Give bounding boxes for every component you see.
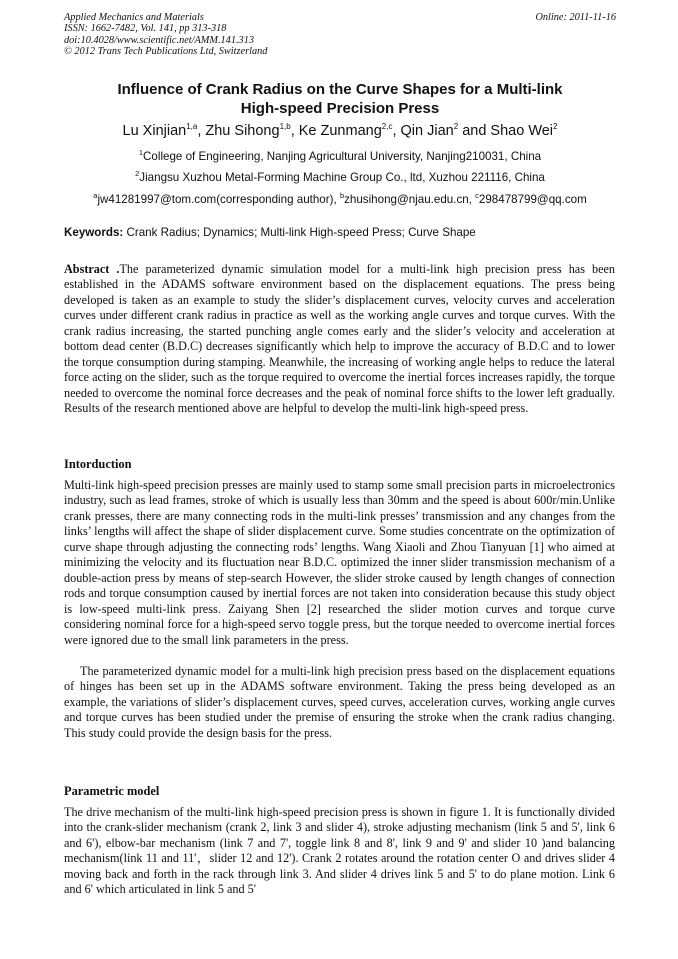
journal-name: Applied Mechanics and Materials	[64, 12, 204, 23]
email-b[interactable]: zhusihong@njau.edu.cn,	[344, 193, 472, 206]
keywords-label: Keywords:	[64, 226, 124, 239]
author-separator: ,	[290, 123, 299, 139]
author-name: Qin Jian	[400, 123, 454, 139]
doi-line[interactable]: doi:10.4028/www.scientific.net/AMM.141.313	[64, 34, 254, 46]
email-mark: c	[475, 191, 479, 200]
keywords-text: Crank Radius; Dynamics; Multi-link High-speed Press; Curve Shape	[123, 226, 476, 239]
parametric-paragraph-1: The drive mechanism of the multi-link high-speed precision press is shown in figure 1. It is functionally divided into the crank-slider mechanism (crank 2, link 3 and slider 4), stroke adjusting mechanism (link 5 and 5', link 6 and 6'), elbow-bar mechanism (link 7 and 7', toggle link 8 and 8', link 9 and 9' and slider 10 )and balancing mechanism(link 11 and 11'，slider 12 and 12'). Crank 2 rotates around the rotation center O and drives slider 4 moving back and forth in the rack through link 3. And slider 4 drives link 5 and 5' to do plane motion. Link 6 and 6' which articulated in link 5 and 5'	[64, 805, 615, 897]
abstract-paragraph	[64, 262, 615, 417]
email-mark: a	[93, 191, 98, 200]
author-separator: and	[458, 123, 491, 139]
title-line-2: High-speed Precision Press	[240, 100, 440, 117]
author-name: Lu Xinjian	[122, 123, 187, 139]
author-name: Ke Zunmang	[298, 123, 382, 139]
affiliation-mark: 2	[135, 169, 140, 178]
affiliation-text: College of Engineering, Nanjing Agricultural University, Nanjing210031, China	[143, 150, 542, 163]
email-mark: b	[339, 191, 345, 200]
title-line-1: Influence of Crank Radius on the Curve Shapes for a Multi-link	[117, 81, 563, 98]
email-line	[40, 193, 640, 207]
section-heading-parametric-model: Parametric model	[64, 784, 160, 798]
paper-title	[64, 80, 616, 118]
author-name: Zhu Sihong	[205, 123, 280, 139]
online-date: Online: 2011-11-16	[535, 12, 616, 23]
introduction-paragraph-2: The parameterized dynamic model for a multi-link high precision press based on the displacement equations of hinges has been set up in the ADAMS software environment. Taking the press being developed as an example, the variations of slider’s displacement curves, speed curves, acceleration curves, working angle curves and torque curves has been studied under the premise of ensuring the stroke when the crank radius changing. This study could provide the design basis for the press.	[64, 664, 615, 740]
author-affiliation-mark: 1,b	[279, 122, 291, 131]
author-affiliation-mark: 2,c	[381, 122, 393, 131]
author-list	[64, 122, 616, 140]
email-c[interactable]: 298478799@qq.com	[478, 193, 587, 206]
affiliation-mark: 1	[138, 148, 144, 157]
author-affiliation-mark: 2	[453, 122, 459, 131]
affiliation-2	[40, 171, 640, 185]
author-affiliation-mark: 2	[553, 122, 558, 131]
copyright-line: © 2012 Trans Tech Publications Ltd, Switzerland	[64, 46, 268, 58]
author-affiliation-mark: 1,a	[186, 122, 198, 131]
keywords	[64, 226, 624, 240]
affiliation-1	[40, 150, 640, 164]
abstract-label: Abstract .	[64, 262, 120, 276]
issn-line: ISSN: 1662-7482, Vol. 141, pp 313-318	[64, 23, 227, 35]
introduction-paragraph-1: Multi-link high-speed precision presses are mainly used to stamp some small precision parts in microelectronics industry, such as lead frames, stroke of which is usually less than 30mm and the speed is about 600r/min.Unlike crank presses, there are many connecting rods in the multi-link presses’ transmission and any changes from the links’ lengths will affect the shape of slider displacement curve. Some studies concentrate on the optimization of curve shape through adjusting the connecting rods’ lengths. Wang Xiaoli and Zhou Tianyuan [1] who aimed at minimizing the velocity and its fluctuation near B.D.C. optimized the inner slider transmission mechanism of a double-action press by means of step-search However, the slider stroke caused by length changes of connection rods and torque consumption caused by inertial forces are not taken into consideration because this study object is low-speed multi-link press. Zaiyang Shen [2] researched the slider motion curves and torque curve considering nominal force for a high-speed servo toggle press, but the torque needed to overcome inertial forces were ignored due to the small link parameters in the press.	[64, 478, 615, 647]
section-heading-introduction: Intorduction	[64, 457, 132, 471]
abstract-text: The parameterized dynamic simulation model for a multi-link high precision press has been established in the ADAMS software environment based on the displacement equations. The press being developed is taken as an example to study the slider’s displacement curves, velocity curves and acceleration curves under different crank radius in practice as well as the working angle curves and torque curves. With the crank radius increasing, the started punching angle comes early and the slider’s velocity and acceleration at bottom dead center (B.D.C) decreases significantly which help to improve the accuracy of B.D.C and to lower the torque consumption during stamping. Meanwhile, the increasing of working angle helps to reduce the lateral force acting on the slider, such as the torque required to overcome the inertial forces increases rapidly, the torque needed to overcome the nominal force decreases and the peak of nominal force shifts to the lower left gradually. Results of the research mentioned above are helpful to develop the multi-link high-speed press.	[64, 262, 616, 416]
journal-header	[64, 12, 616, 58]
email-a[interactable]: jw41281997@tom.com(corresponding author),	[97, 193, 337, 206]
author-name: Shao Wei	[490, 123, 554, 139]
author-separator: ,	[392, 123, 401, 139]
author-separator: ,	[197, 123, 206, 139]
affiliation-text: Jiangsu Xuzhou Metal-Forming Machine Group Co., ltd, Xuzhou 221116, China	[139, 171, 545, 184]
